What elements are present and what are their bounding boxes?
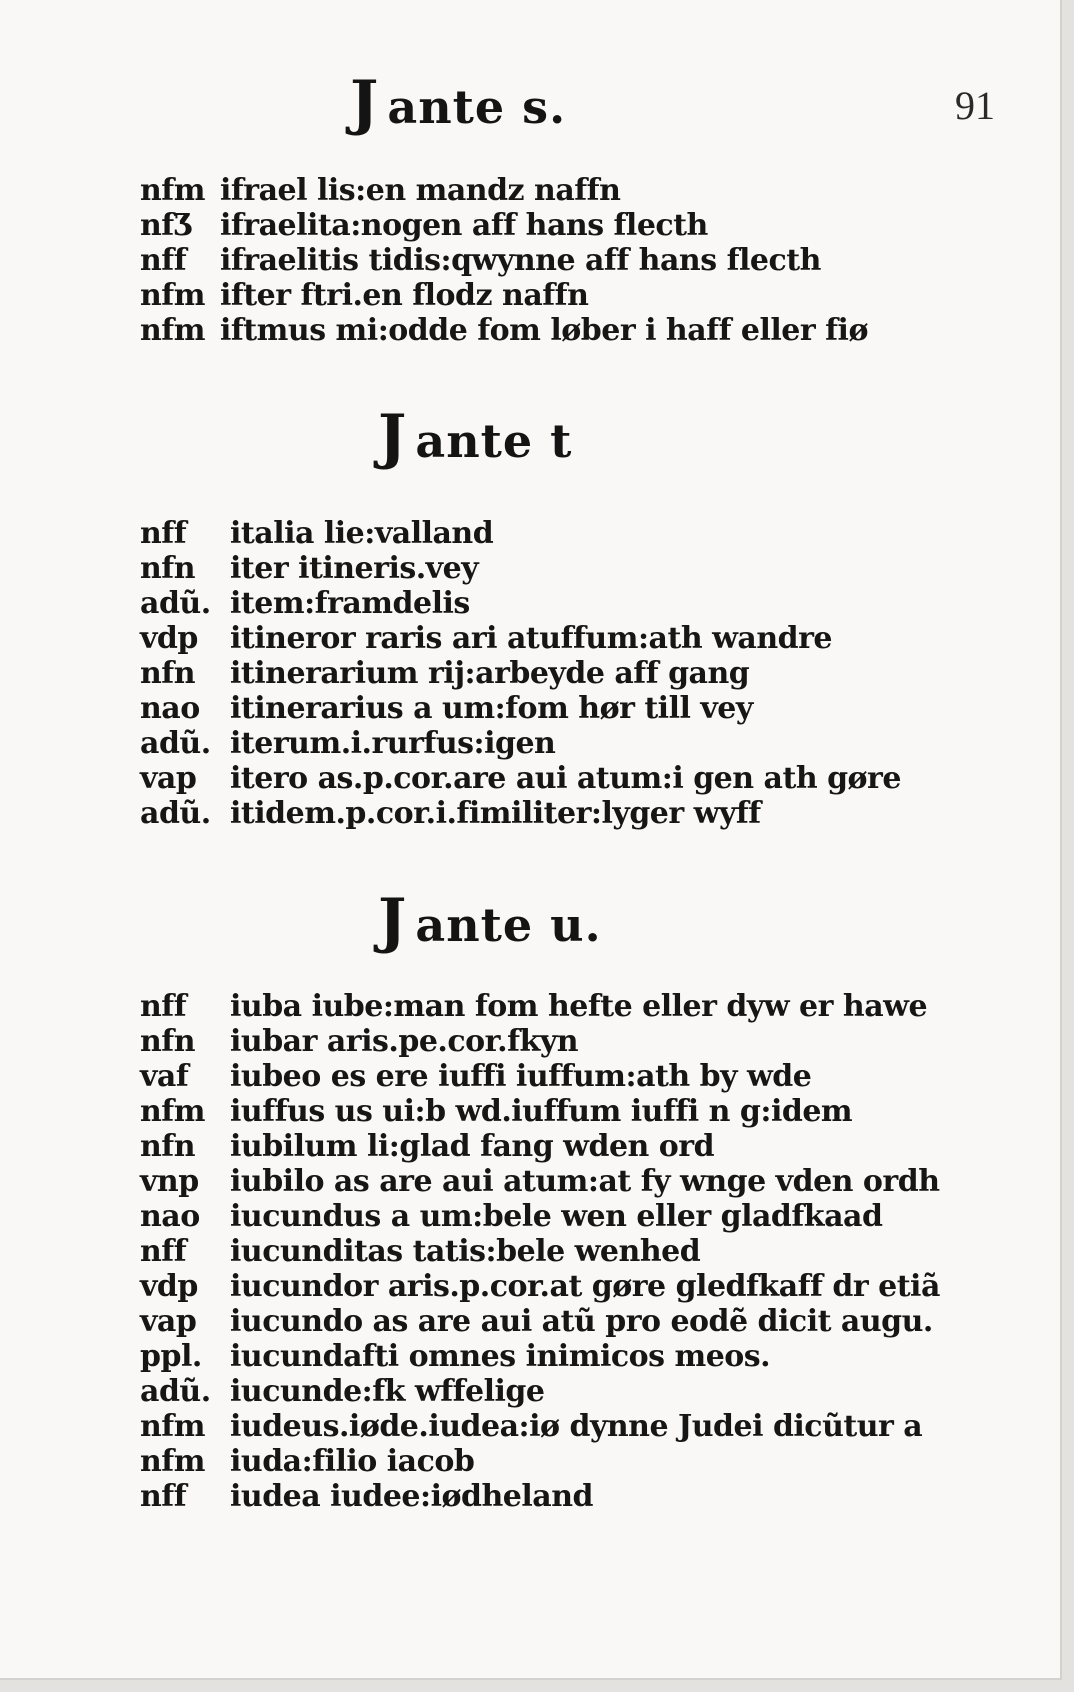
grammar-code: adũ. [140, 586, 211, 621]
entry-text: itinerarius a um:fom hør till vey [230, 691, 753, 726]
grammar-code: nfn [140, 656, 196, 691]
entry-text: iucundo as are aui atũ pro eodẽ dicit augu. [230, 1304, 933, 1339]
entry-text: iterum.i.rurfus:igen [230, 726, 556, 761]
grammar-code: vap [140, 1304, 197, 1339]
heading-initial: J [350, 68, 380, 138]
dictionary-entry [140, 1339, 771, 1374]
grammar-code: vnp [140, 1164, 199, 1199]
dictionary-entry [140, 1059, 812, 1094]
heading-initial: J [378, 886, 408, 956]
grammar-code: vdp [140, 621, 198, 656]
entry-text: itero as.p.cor.are aui atum:i gen ath gøre [230, 761, 901, 796]
entry-text: iubilo as are aui atum:at fy wnge vden ordh [230, 1164, 940, 1199]
entry-text: iucundafti omnes inimicos meos. [230, 1339, 771, 1374]
grammar-code: nff [140, 989, 187, 1024]
grammar-code: adũ. [140, 796, 211, 831]
dictionary-entry [140, 278, 589, 313]
page-number: 91 [955, 83, 995, 128]
grammar-code: nfm [140, 173, 205, 208]
grammar-code: nfm [140, 1409, 205, 1444]
dictionary-entry [140, 691, 753, 726]
entry-text: iubeo es ere iuffi iuffum:ath by wde [230, 1059, 812, 1094]
grammar-code: vap [140, 761, 197, 796]
entry-text: itidem.p.cor.i.fimiliter:lyger wyff [230, 796, 761, 831]
grammar-code: ppl. [140, 1339, 202, 1374]
entry-text: iuffus us ui:b wd.iuffum iuffi n g:idem [230, 1094, 853, 1129]
entry-text: item:framdelis [230, 586, 470, 621]
dictionary-entry [140, 1374, 545, 1409]
dictionary-entry [140, 1129, 715, 1164]
entry-text: italia lie:valland [230, 516, 494, 551]
dictionary-entry [140, 1024, 579, 1059]
dictionary-entry [140, 208, 708, 243]
grammar-code: nfƷ [140, 208, 193, 243]
dictionary-entry [140, 173, 621, 208]
dictionary-entry [140, 1234, 701, 1269]
dictionary-entry [140, 516, 494, 551]
dictionary-entry [140, 1094, 853, 1129]
dictionary-entry [140, 1444, 475, 1479]
entry-text: iter itineris.vey [230, 551, 479, 586]
entry-text: iftmus mi:odde fom løber i haff eller fiø [220, 313, 868, 348]
dictionary-entry [140, 586, 470, 621]
grammar-code: vdp [140, 1269, 198, 1304]
entry-text: iuda:filio iacob [230, 1444, 475, 1479]
grammar-code: nfn [140, 1024, 196, 1059]
entry-text: ifter ftri.en flodz naffn [220, 278, 589, 313]
grammar-code: nfn [140, 551, 196, 586]
heading-text: ante u. [415, 898, 602, 952]
dictionary-entry [140, 726, 556, 761]
dictionary-entry [140, 1304, 933, 1339]
dictionary-entry [140, 1409, 923, 1444]
entry-text: iucundor aris.p.cor.at gøre gledfkaff dr etiã [230, 1269, 940, 1304]
grammar-code: nfn [140, 1129, 196, 1164]
dictionary-entry [140, 243, 821, 278]
heading-text: ante t [415, 414, 573, 468]
dictionary-entry [140, 656, 750, 691]
dictionary-entry [140, 1269, 940, 1304]
entry-text: iucunde:fk wffelige [230, 1374, 545, 1409]
entry-text: ifraelita:nogen aff hans flecth [220, 208, 708, 243]
entry-text: iudea iudee:iødheland [230, 1479, 593, 1514]
dictionary-entry [140, 1199, 883, 1234]
grammar-code: vaf [140, 1059, 189, 1094]
section-heading-j-ante-u [378, 886, 602, 956]
grammar-code: nfm [140, 1444, 205, 1479]
grammar-code: nao [140, 691, 200, 726]
grammar-code: nfm [140, 278, 205, 313]
entry-text: iudeus.iøde.iudea:iø dynne Judei dicũtur a [230, 1409, 923, 1444]
entry-text: ifraelitis tidis:qwynne aff hans flecth [220, 243, 821, 278]
grammar-code: nff [140, 516, 187, 551]
entry-text: itinerarium rij:arbeyde aff gang [230, 656, 750, 691]
entry-text: ifrael lis:en mandz naffn [220, 173, 621, 208]
entry-text: iuba iube:man fom hefte eller dyw er hawe [230, 989, 928, 1024]
grammar-code: nao [140, 1199, 200, 1234]
entry-text: itineror raris ari atuffum:ath wandre [230, 621, 833, 656]
dictionary-entry [140, 1164, 940, 1199]
grammar-code: nff [140, 1234, 187, 1269]
entry-text: iubilum li:glad fang wden ord [230, 1129, 715, 1164]
entry-text: iucundus a um:bele wen eller gladfkaad [230, 1199, 883, 1234]
section-heading-j-ante-t [378, 402, 572, 472]
dictionary-entry [140, 551, 479, 586]
grammar-code: nff [140, 243, 187, 278]
dictionary-entry [140, 989, 928, 1024]
section-heading-j-ante-s [350, 68, 566, 138]
dictionary-entry [140, 761, 901, 796]
entry-text: iucunditas tatis:bele wenhed [230, 1234, 701, 1269]
dictionary-entry [140, 796, 761, 831]
entry-text: iubar aris.pe.cor.fkyn [230, 1024, 579, 1059]
grammar-code: nfm [140, 313, 205, 348]
dictionary-entry [140, 1479, 593, 1514]
grammar-code: adũ. [140, 1374, 211, 1409]
grammar-code: adũ. [140, 726, 211, 761]
grammar-code: nfm [140, 1094, 205, 1129]
heading-initial: J [378, 402, 408, 472]
dictionary-entry [140, 621, 833, 656]
dictionary-entry [140, 313, 868, 348]
grammar-code: nff [140, 1479, 187, 1514]
heading-text: ante s. [387, 80, 567, 134]
